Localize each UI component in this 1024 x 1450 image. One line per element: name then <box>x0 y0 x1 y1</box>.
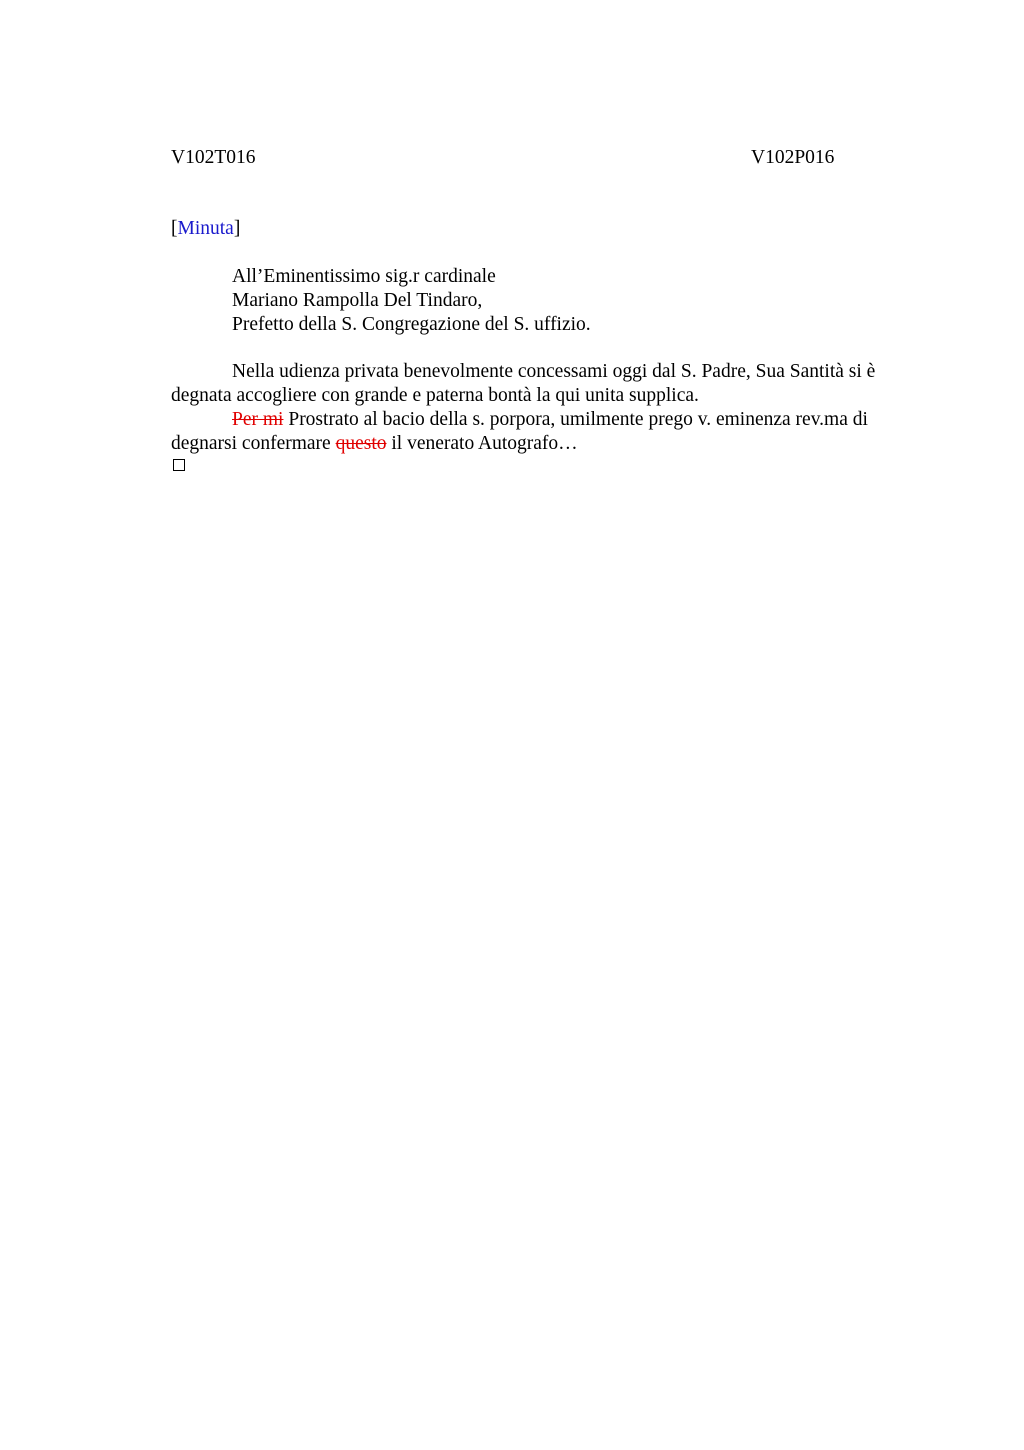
document-type-label <box>171 217 240 241</box>
document-code-left: V102T016 <box>171 147 256 168</box>
paragraph-2-text-2: il venerato Autografo… <box>386 433 578 454</box>
document-type-text: Minuta <box>177 218 234 239</box>
document-code-right: V102P016 <box>751 147 835 168</box>
body-paragraph-2 <box>171 408 916 456</box>
paragraph-2-text-1: Prostrato al bacio della s. porpora, umilmente prego v. eminenza rev.ma di degnarsi confermare <box>171 409 868 454</box>
open-bracket: [ <box>171 218 178 239</box>
address-line-3: Prefetto della S. Congregazione del S. uffizio. <box>232 314 591 335</box>
deleted-text-2: questo <box>335 433 387 454</box>
deleted-text-1: Per mi <box>232 409 284 430</box>
recipient-address <box>232 265 591 337</box>
body-paragraph-1: Nella udienza privata benevolmente concessami oggi dal S. Padre, Sua Santità si è degnata accogliere con grande e paterna bontà la qui unita supplica. <box>171 361 876 406</box>
address-line-1: All’Eminentissimo sig.r cardinale <box>232 266 496 287</box>
close-bracket: ] <box>233 218 241 239</box>
letter-body <box>171 360 916 456</box>
address-line-2: Mariano Rampolla Del Tindaro, <box>232 290 483 311</box>
end-marker-box-icon <box>173 459 185 471</box>
